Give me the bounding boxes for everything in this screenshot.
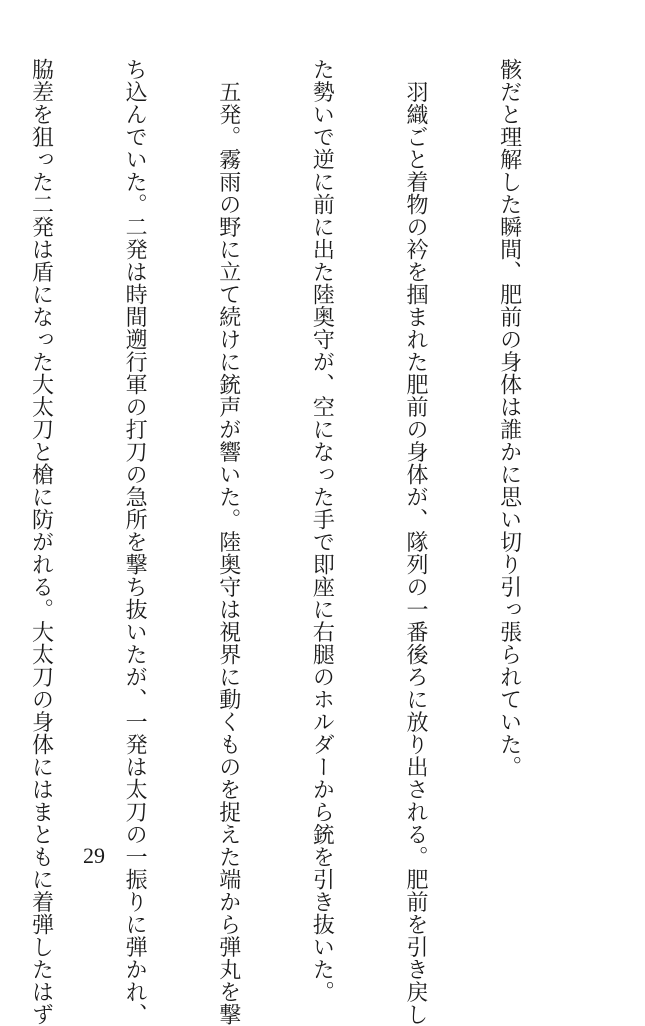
text-line: 骸だと理解した瞬間、肥前の身体は誰かに思い切り引っ張られていた。 [496, 58, 522, 778]
text-line: ち込んでいた。二発は時間遡行軍の打刀の急所を撃ち抜いたが、一発は太刀の一振りに弾かれ、 [122, 58, 148, 1026]
text-line: 羽織ごと着物の衿を掴まれた肥前の身体が、隊列の一番後ろに放り出される。肥前を引き戻し [402, 58, 428, 1026]
text-line: た勢いで逆に前に出た陸奥守が、空になった手で即座に右腿のホルダーから銃を引き抜いた。 [309, 58, 335, 1003]
text-line: 五発。霧雨の野に立て続けに銃声が響いた。陸奥守は視界に動くものを捉えた端から弾丸を撃 [215, 58, 241, 1026]
text-line: 脇差を狙った二発は盾になった大太刀と槍に防がれる。大太刀の身体にはまともに着弾したはず [28, 58, 54, 1026]
page-number: 29 [83, 843, 105, 868]
